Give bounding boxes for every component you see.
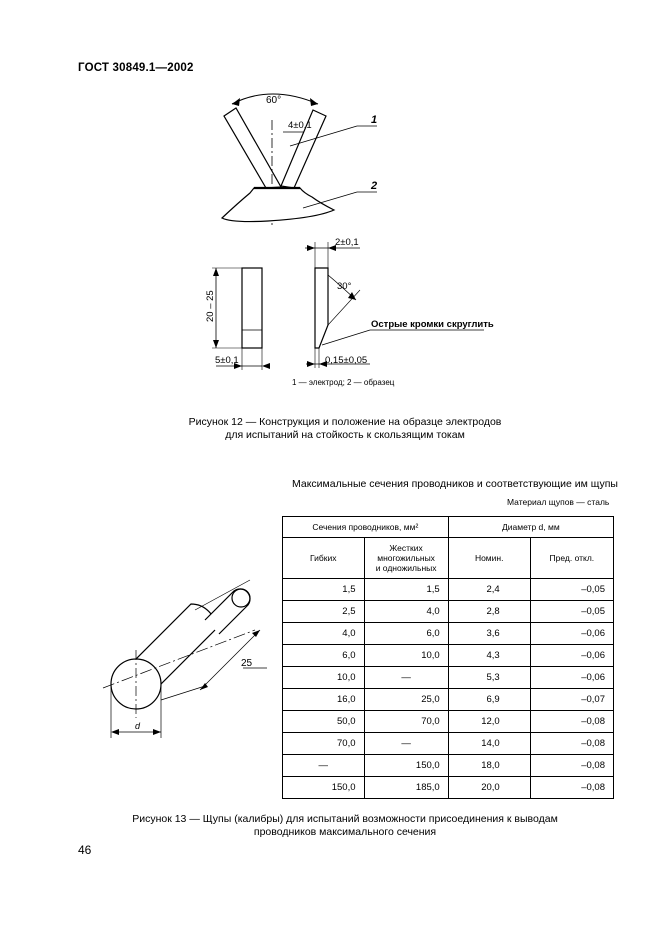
cell: –0,08: [530, 733, 613, 755]
cell: 6,0: [283, 645, 365, 667]
cell: 20,0: [448, 777, 530, 799]
cell: —: [364, 667, 448, 689]
callout-1: 1: [371, 114, 378, 126]
cell: 18,0: [448, 755, 530, 777]
col-nominal: Номин.: [448, 538, 530, 579]
table-row: [283, 667, 614, 689]
head-diameter: Диаметр d, мм: [448, 517, 613, 538]
cell: 4,3: [448, 645, 530, 667]
table-row: [283, 623, 614, 645]
radius-label: 0,15±0,05: [325, 355, 368, 366]
edge-note: Острые кромки скруглить: [371, 319, 494, 330]
table-row: [283, 645, 614, 667]
col-rigid-line2: многожильных: [377, 553, 435, 563]
table-row: [283, 711, 614, 733]
figure-13-drawing: [95, 570, 275, 750]
bevel-angle-label: 30°: [337, 281, 352, 292]
material-note: Материал щупов — сталь: [507, 497, 610, 507]
cell: 4,0: [283, 623, 365, 645]
cell: 6,9: [448, 689, 530, 711]
electrode-side-view: [315, 268, 328, 348]
figure-13-caption: [110, 813, 580, 839]
edge-note-leader: [322, 330, 370, 345]
cell: 5,3: [448, 667, 530, 689]
cell: 3,6: [448, 623, 530, 645]
col-flexible: Гибких: [283, 538, 365, 579]
cell: –0,06: [530, 623, 613, 645]
length-label: 25: [241, 658, 253, 669]
cell: 10,0: [364, 645, 448, 667]
table-row: [283, 777, 614, 799]
electrode-front-view: [242, 268, 262, 348]
cell: 2,5: [283, 601, 365, 623]
cell: —: [364, 733, 448, 755]
cell: –0,06: [530, 645, 613, 667]
cell: —: [283, 755, 365, 777]
head-section: Сечения проводников, мм²: [283, 517, 449, 538]
cell: –0,08: [530, 755, 613, 777]
figure-13-caption-line2: проводников максимального сечения: [253, 826, 437, 838]
col-rigid: [364, 538, 448, 579]
cell: 2,4: [448, 579, 530, 601]
offset-label: 4±0,1: [288, 120, 312, 131]
cell: 1,5: [364, 579, 448, 601]
table-row: [283, 733, 614, 755]
electrode-left: [224, 108, 281, 188]
cell: 6,0: [364, 623, 448, 645]
cell: –0,05: [530, 579, 613, 601]
page-number: 46: [78, 843, 92, 857]
figure-12-caption: [150, 416, 540, 442]
cell: 150,0: [364, 755, 448, 777]
table-row: [283, 689, 614, 711]
cell: 25,0: [364, 689, 448, 711]
cell: 4,0: [364, 601, 448, 623]
table-title: Максимальные сечения проводников и соответствующие им щупы: [292, 478, 618, 490]
height-label: 20 – 25: [205, 290, 216, 322]
cell: –0,07: [530, 689, 613, 711]
document-header: ГОСТ 30849.1—2002: [78, 62, 194, 74]
cell: –0,08: [530, 711, 613, 733]
cell: 14,0: [448, 733, 530, 755]
col-tolerance: Пред. откл.: [530, 538, 613, 579]
callout-2: 2: [371, 180, 378, 192]
thickness-label: 5±0,1: [215, 355, 239, 366]
cell: 16,0: [283, 689, 365, 711]
conductor-table: [282, 516, 614, 799]
cell: –0,08: [530, 777, 613, 799]
figure-12-caption-line2: для испытаний на стойкость к скользящим токам: [225, 429, 465, 441]
cell: 10,0: [283, 667, 365, 689]
width-label: 2±0,1: [335, 237, 359, 248]
cell: –0,06: [530, 667, 613, 689]
table-row: [283, 579, 614, 601]
col-rigid-line3: и одножильных: [375, 563, 437, 573]
figure-12-caption-line1: Рисунок 12 — Конструкция и положение на образце электродов: [188, 416, 502, 428]
cell: 2,8: [448, 601, 530, 623]
cell: 185,0: [364, 777, 448, 799]
cell: 1,5: [283, 579, 365, 601]
figure-12-legend: 1 — электрод; 2 — образец: [292, 378, 395, 387]
table-row: [283, 755, 614, 777]
cell: 70,0: [283, 733, 365, 755]
figure-13-caption-line1: Рисунок 13 — Щупы (калибры) для испытаний возможности присоединения к выводам: [132, 813, 558, 825]
sample-shape: [222, 188, 334, 222]
table-row: [283, 601, 614, 623]
cell: 50,0: [283, 711, 365, 733]
gauge-face: [111, 659, 161, 709]
cell: 70,0: [364, 711, 448, 733]
col-rigid-line1: Жестких: [389, 543, 423, 553]
cell: 12,0: [448, 711, 530, 733]
angle-label: 60°: [266, 95, 282, 106]
cell: –0,05: [530, 601, 613, 623]
cell: 150,0: [283, 777, 365, 799]
figure-12-drawing: [0, 0, 661, 400]
diameter-label: d: [135, 721, 141, 731]
